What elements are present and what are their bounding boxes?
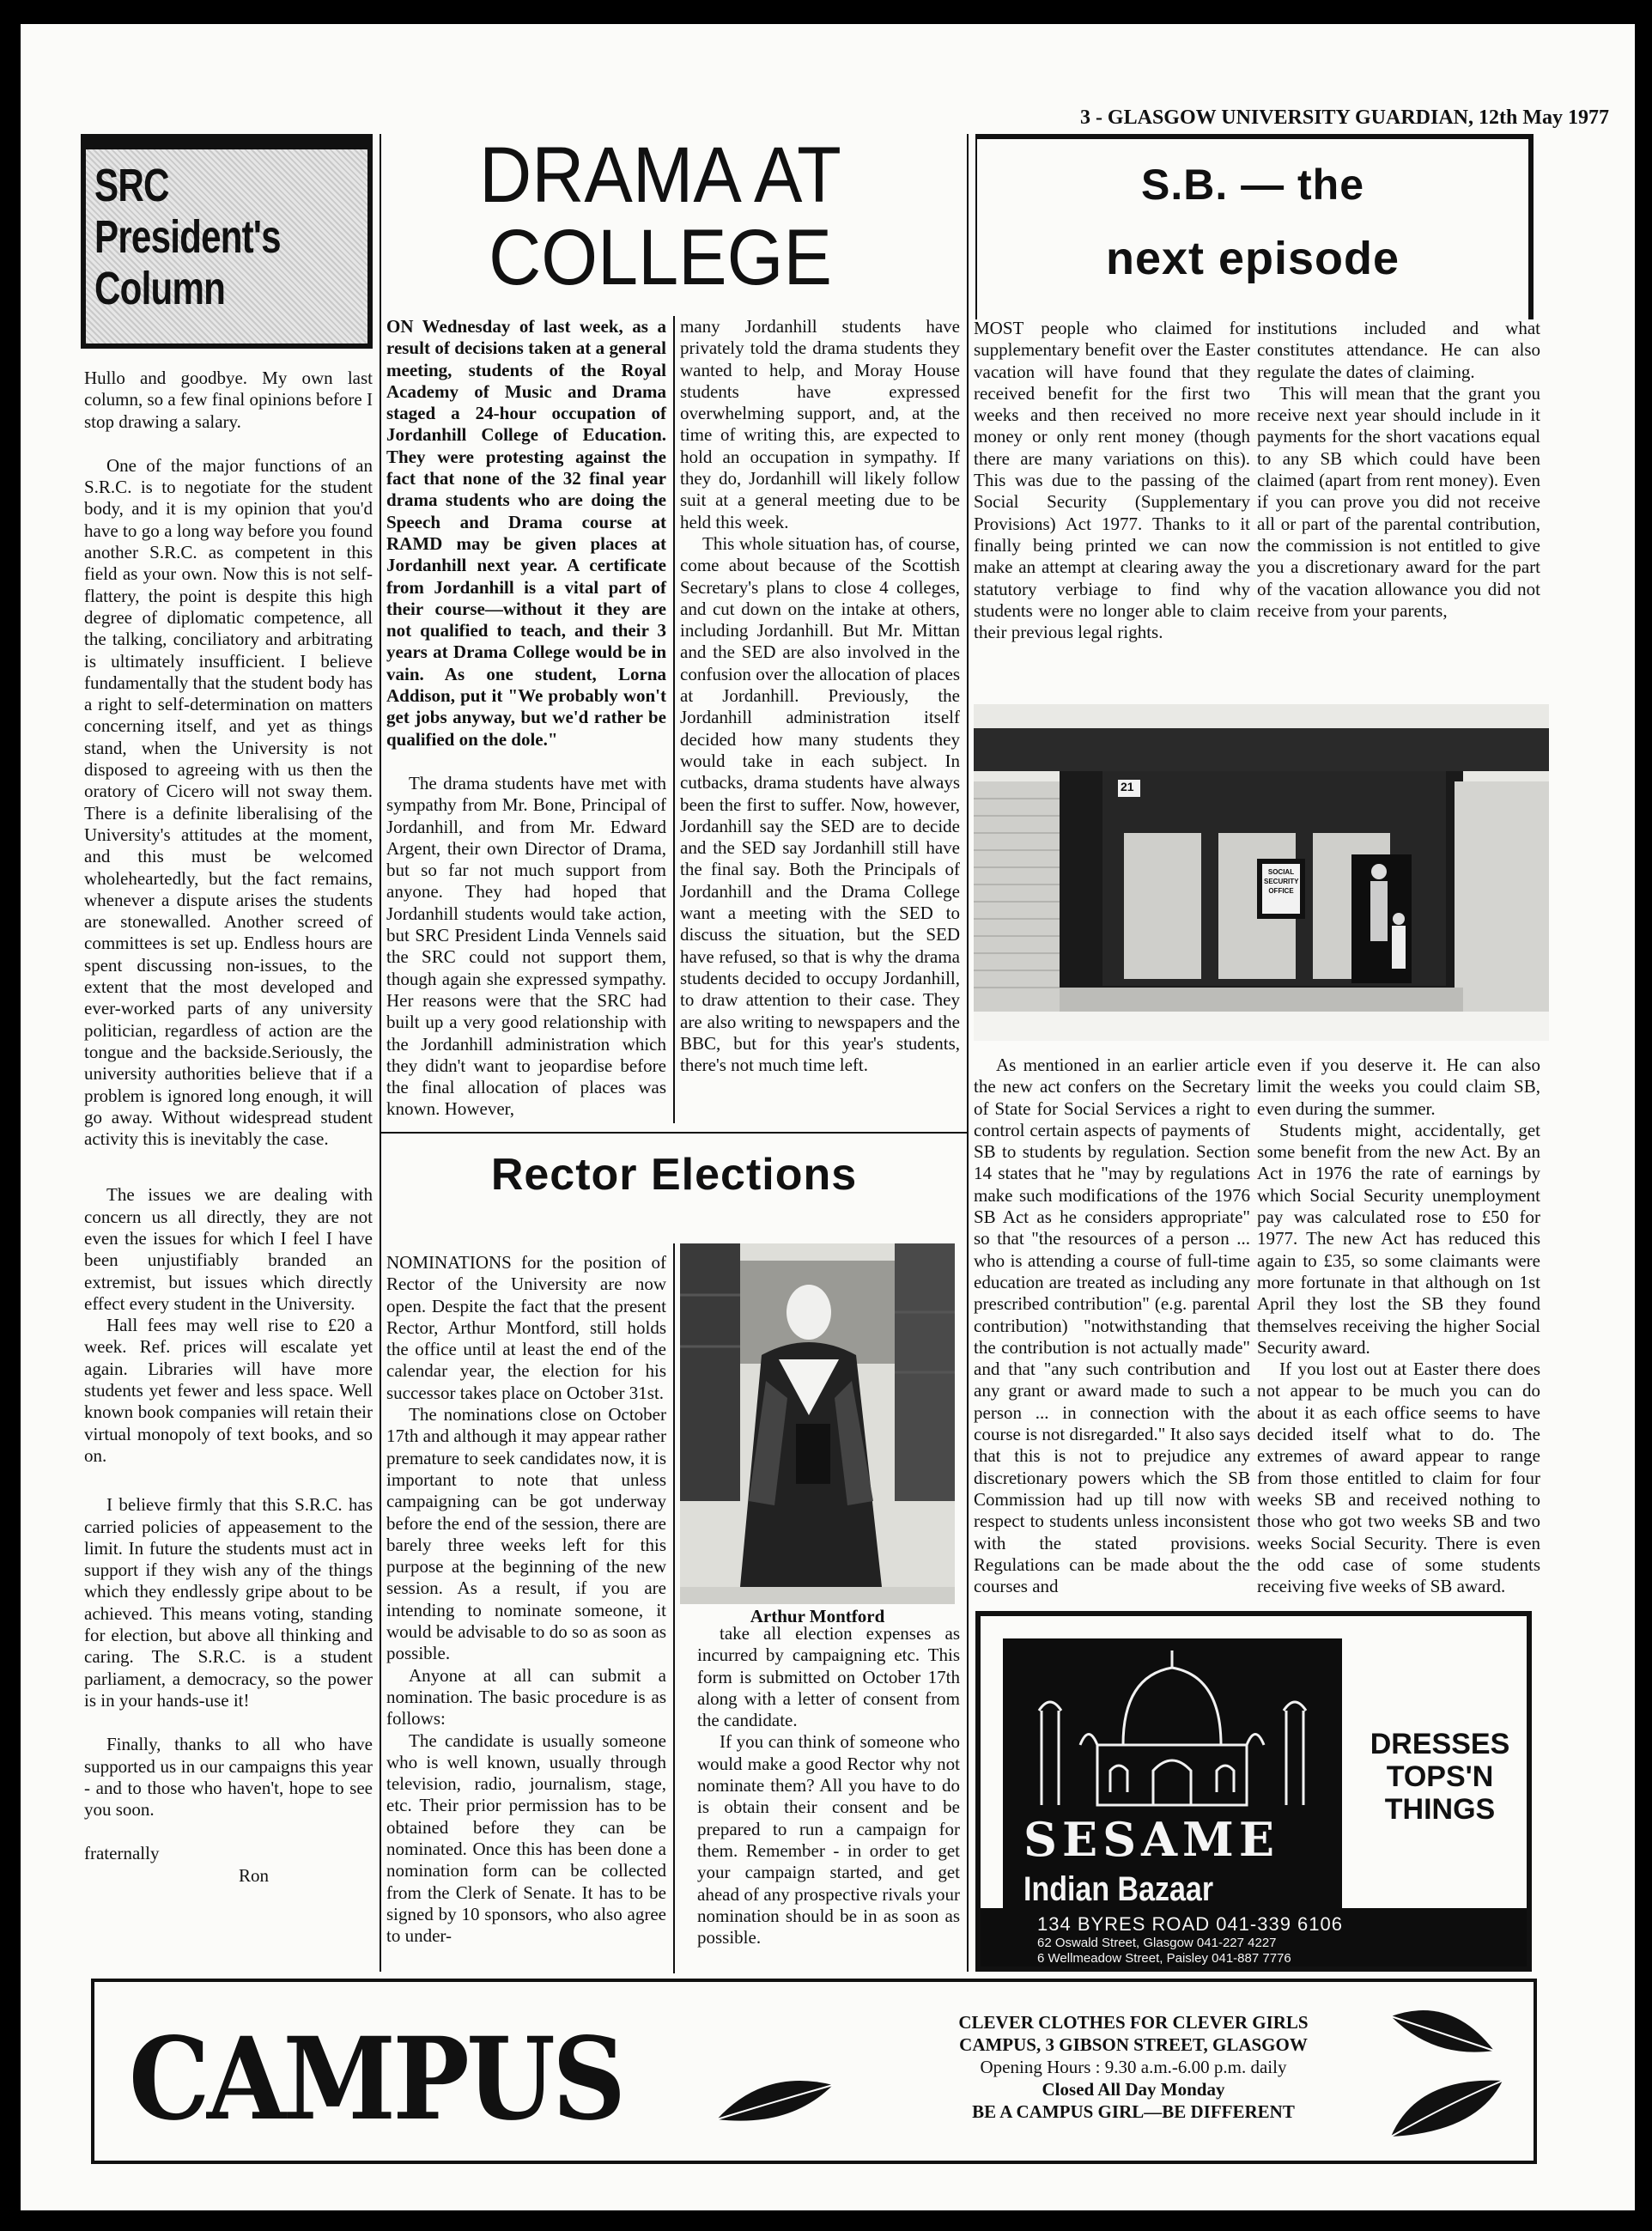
photo-caption: Arthur Montford	[750, 1606, 885, 1626]
photo-door-number: 21	[1121, 780, 1134, 793]
sb-column-1-bottom	[974, 1055, 1250, 1597]
src-paragraph: The issues we are dealing with concern us all directly, they are not even the issues for which I feel I have been unjustifiably branded an extremist, but issues which directly effect every student in the University.	[84, 1184, 373, 1314]
campus-text: CAMPUS, 3 GIBSON STREET, GLASGOW	[959, 2034, 1308, 2055]
sesame-name: SESAME	[1023, 1812, 1279, 1867]
drama-headline	[404, 131, 917, 301]
src-heading-block	[81, 134, 373, 349]
sesame-tag: THINGS	[1384, 1793, 1496, 1826]
src-heading-line: SRC	[94, 160, 169, 211]
photo-sign-text: SOCIAL SECURITY OFFICE	[1264, 868, 1299, 895]
campus-advertisement	[91, 1979, 1537, 2164]
rector-paragraph: If you can think of someone who would make a good Rector why not nominate them? All you have to do is obtain their consent and be prepared to run a campaign for them. Remember - in order to get your campaign started, and get ahead of any prospective rivals your nomination should be in as soon as possible.	[697, 1731, 960, 1948]
rector-paragraph: take all election expenses as incurred by campaigning etc. This form is submitted on October 17th along with a letter of consent from the candidate.	[697, 1623, 960, 1731]
drama-column-1	[386, 316, 666, 1121]
sb-paragraph: This will mean that the grant you receive next year should include in it payments for the short vacations equal to any SB which could have been claimed (apart from rent money). Even if you can prove you did not receive all or part of the parental contribution, the commission is not entitled to give you a discretionary award for the part of the vacation allowance you did not receive from your parents,	[1257, 382, 1540, 621]
sb-paragraph: If you lost out at Easter there does not appear to be much you can do about it as each office seems to have decided itself what to do. The extremes of award appear to range from those entitled to claim for four weeks SB and received nothing to those who got two weeks SB and two weeks Social Security. There is even the odd case of some students receiving five weeks of SB award.	[1257, 1359, 1540, 1597]
drama-paragraph: The drama students have met with sympathy from Mr. Bone, Principal of Jordanhill, and from Mr. Edward Argent, their own Director of Drama, but so far not much support from anyone. They had hoped that Jordanhill students would take action, but SRC President Linda Vennels said the SRC could not support them, though again she expressed sympathy. Her reasons were that the SRC had built up a very good relationship with the Jordanhill administration which they didn't want to jeopardise before the final allocation of places was known. However,	[386, 772, 666, 1120]
rector-paragraph: NOMINATIONS for the position of Rector of the University are now open. Despite the fact that the present Rector, Arthur Montford, still holds the office until at least the end of the calendar year, the election for his successor takes place on October 31st.	[386, 1252, 666, 1403]
rector-paragraph: The candidate is usually someone who is well known, usually through television, radio, journalism, stage, etc. Their prior permission has to be obtained before they can be nominated. Once this has been done a nomination form can be collected from the Clerk of Senate. It has to be signed by 10 sponsors, who also agree to under-	[386, 1729, 666, 1947]
campus-text: CLEVER CLOTHES FOR CLEVER GIRLS	[958, 2012, 1309, 2033]
drama-lead: ON Wednesday of last week, as a result of decisions taken at a general meeting, students of the Royal Academy of Music and Drama staged a 24-hour occupation of Jordanhill College of Education. They were protesting against the fact that none of the 32 final year drama students who are doing the Speech and Drama course at RAMD may be given places at Jordanhill next year. A certificate from Jordanhill is a vital part of their course—without it they are not qualified to teach, and their 3 years at Drama College would be in vain. As one student, Lorna Addison, put it "We probably won't get jobs anyway, but we'd rather be qualified on the dole."	[386, 316, 666, 750]
rector-column-2	[697, 1623, 960, 1948]
campus-text: Closed All Day Monday	[1042, 2079, 1225, 2100]
newspaper-page	[21, 24, 1635, 2210]
sb-column-1-top	[974, 318, 1250, 643]
sb-paragraph: institutions included and what constitutes attendance. He can also regulate the dates of claiming.	[1257, 318, 1540, 382]
leaf-icon	[713, 2059, 841, 2137]
masthead: 3 - GLASGOW UNIVERSITY GUARDIAN, 12th May 1977	[1079, 106, 1609, 129]
sb-paragraph: As mentioned in an earlier article the new act confers on the Secretary of State for Social Services a right to control certain aspects of payments of SB to students by regulation. Section 14 states that he "may by regulations make such modifications of the 1976 SB Act as he considers appropriate" so that "the resources of a person ... who is attending a course of full-time education are treated as including any prescribed contribution" (e.g. parental contribution) "notwithstanding that the contribution is not actually made" and that "any such contribution and any grant or award made to such a person ... in connection with the course is not disregarded." It also says that this is not to prejudice any discretionary powers which the SB Commission had up till now with respect to students unless inconsistent with the stated provisions. Regulations can be made about the courses and	[974, 1055, 1250, 1597]
src-paragraph: One of the major functions of an S.R.C. is to negotiate for the student body, and it is my opinion that you'd have to go a long way before you found another S.R.C. as competent in this field as your own. Now this is not self-flattery, the point is despite this high degree of diplomatic competence, all the talking, conciliatory and arbitrating is ultimately insufficient. I believe fundamentally that the student body has a right to self-determination on matters concerning itself, and yet as things stand, when the University is not disposed to agreeing with us then the oratory of Cicero will not sway them. There is a definite liberalising of the University's attitudes at the moment, and this must be welcomed wholeheartedly, but the fact remains, whenever a dispute arises the students are stonewalled. Another screed of committees is set up. Endless hours are spent discussing non-issues, to the extent that the most developed and ever-worked parts of any university politician, regardless of action are the tongue and the backside.Seriously, the university authorities believe that if a problem is ignored long enough, it will go away. Without widespread student activity this is inevitably the case.	[84, 454, 373, 1150]
sb-column-2-bottom	[1257, 1055, 1540, 1597]
campus-text: BE A CAMPUS GIRL—BE DIFFERENT	[972, 2101, 1295, 2122]
rector-headline: Rector Elections	[490, 1150, 858, 1200]
sesame-tag: TOPS'N	[1386, 1760, 1494, 1793]
src-paragraph: I believe firmly that this S.R.C. has carried policies of appeasement to the limit. In future the students must act in support if they wish any of the things which they endlessly gripe about to be achieved. This means voting, standing for election, but above all thinking and caring. The S.R.C. is a student parliament, a democracy, so the power is in your hands-use it!	[84, 1494, 373, 1711]
sesame-address: 134 BYRES ROAD 041-339 6106	[1037, 1913, 1343, 1935]
social-security-office-photo	[974, 704, 1549, 1041]
taj-mahal-icon	[1003, 1642, 1342, 1814]
sb-column-2-top	[1257, 318, 1540, 622]
src-column-body	[84, 368, 373, 1887]
drama-headline-line: COLLEGE	[489, 214, 832, 301]
sb-paragraph: Students might, accidentally, get some benefit from the new Act. By an Act in 1976 the rate of earnings by which Social Security unemployment pay was calculated rose to £50 for 1977. The new Act has reduced this again to £35, so some claimants were more fortunate in that although on 1st April they lost the SB they found themselves receiving the higher Social Security award.	[1257, 1119, 1540, 1358]
campus-text: Opening Hours : 9.30 a.m.-6.00 p.m. daily	[980, 2057, 1287, 2077]
src-signature: Ron	[239, 1864, 270, 1886]
rector-paragraph: Anyone at all can submit a nomination. The basic procedure is as follows:	[386, 1664, 666, 1729]
src-paragraph: Finally, thanks to all who have supported us in our campaigns this year - and to those who haven't, hope to see you soon.	[84, 1734, 373, 1821]
rector-paragraph: The nominations close on October 17th and although it may appear rather premature to seek candidates now, it is important to note that unless campaigning can be got underway before the end of the session, there are barely three weeks left for this purpose at the beginning of the new session. As a result, if you are intending to nominate someone, it would be advisable to do so as soon as possible.	[386, 1404, 666, 1664]
drama-column-2	[680, 316, 960, 1076]
sb-paragraph: MOST people who claimed for supplementary benefit over the Easter vacation will have found that they received benefit for the first two weeks and then received no more money or only rent money (though there are many variations on this). This was due to the passing of the Social Security (Supplementary Provisions) Act 1977. Thanks to it finally being printed we can now make an attempt at clearing away the statutory verbiage to find why students were no longer able to claim their previous legal rights.	[974, 318, 1250, 643]
sesame-address: 62 Oswald Street, Glasgow 041-227 4227	[1037, 1936, 1277, 1950]
src-paragraph: Hall fees may well rise to £20 a week. Ref. prices will escalate yet again. Libraries will have more students yet fewer and less space. Well known book companies will retain their virtual monopoly of text books, and so on.	[84, 1315, 373, 1466]
sb-headline-box	[975, 134, 1534, 319]
src-paragraph: Hullo and goodbye. My own last column, so a few final opinions before I stop drawing a salary.	[84, 368, 373, 432]
rector-column-1	[386, 1252, 666, 1948]
drama-paragraph: many Jordanhill students have privately told the drama students they wanted to help, and Moray House students have expressed overwhelming support, and, at the time of writing this, are expected to hold an occupation in sympathy. If they do, Jordanhill will likely follow suit at a general meeting due to be held this week.	[680, 316, 960, 532]
sesame-tag: DRESSES	[1370, 1728, 1510, 1760]
sb-headline-line: S.B. — the	[1140, 161, 1365, 209]
sesame-subtitle: Indian Bazaar	[1023, 1870, 1214, 1908]
sesame-address: 6 Wellmeadow Street, Paisley 041-887 7776	[1037, 1951, 1291, 1966]
leaf-icon	[1382, 2068, 1511, 2154]
leaf-icon	[1382, 1999, 1503, 2076]
sb-headline-line: next episode	[1105, 233, 1400, 284]
src-signoff: fraternally	[84, 1843, 160, 1864]
drama-headline-line: DRAMA AT	[479, 131, 841, 219]
arthur-montford-photo	[680, 1243, 955, 1604]
sb-paragraph: even if you deserve it. He can also limit the weeks you could claim SB, even during the summer.	[1257, 1055, 1540, 1119]
src-heading-line: President's	[94, 211, 281, 263]
drama-paragraph: This whole situation has, of course, come about because of the Scottish Secretary's plans to close 4 colleges, and cut down on the intake at others, including Jordanhill. But Mr. Mittan and the SED are also involved in the confusion over the allocation of places at Jordanhill. Previously, the Jordanhill administration itself decided how many students they would take in each subject. In cutbacks, drama students have always been the first to suffer. Now, however, Jordanhill say the SED are to decide and the SED say Jordanhill still have the final say. Both the Principals of Jordanhill and the Drama College want a meeting with the SED to discuss the situation, but the SED have refused, so that is why the drama students decided to occupy Jordanhill, to draw attention to their case. They are also writing to newspapers and the BBC, but for this year's students, there's not much time left.	[680, 532, 960, 1076]
campus-logo: CAMPUS	[129, 2013, 623, 2146]
src-heading-line: Column	[94, 263, 226, 314]
sesame-advertisement	[975, 1611, 1532, 1972]
